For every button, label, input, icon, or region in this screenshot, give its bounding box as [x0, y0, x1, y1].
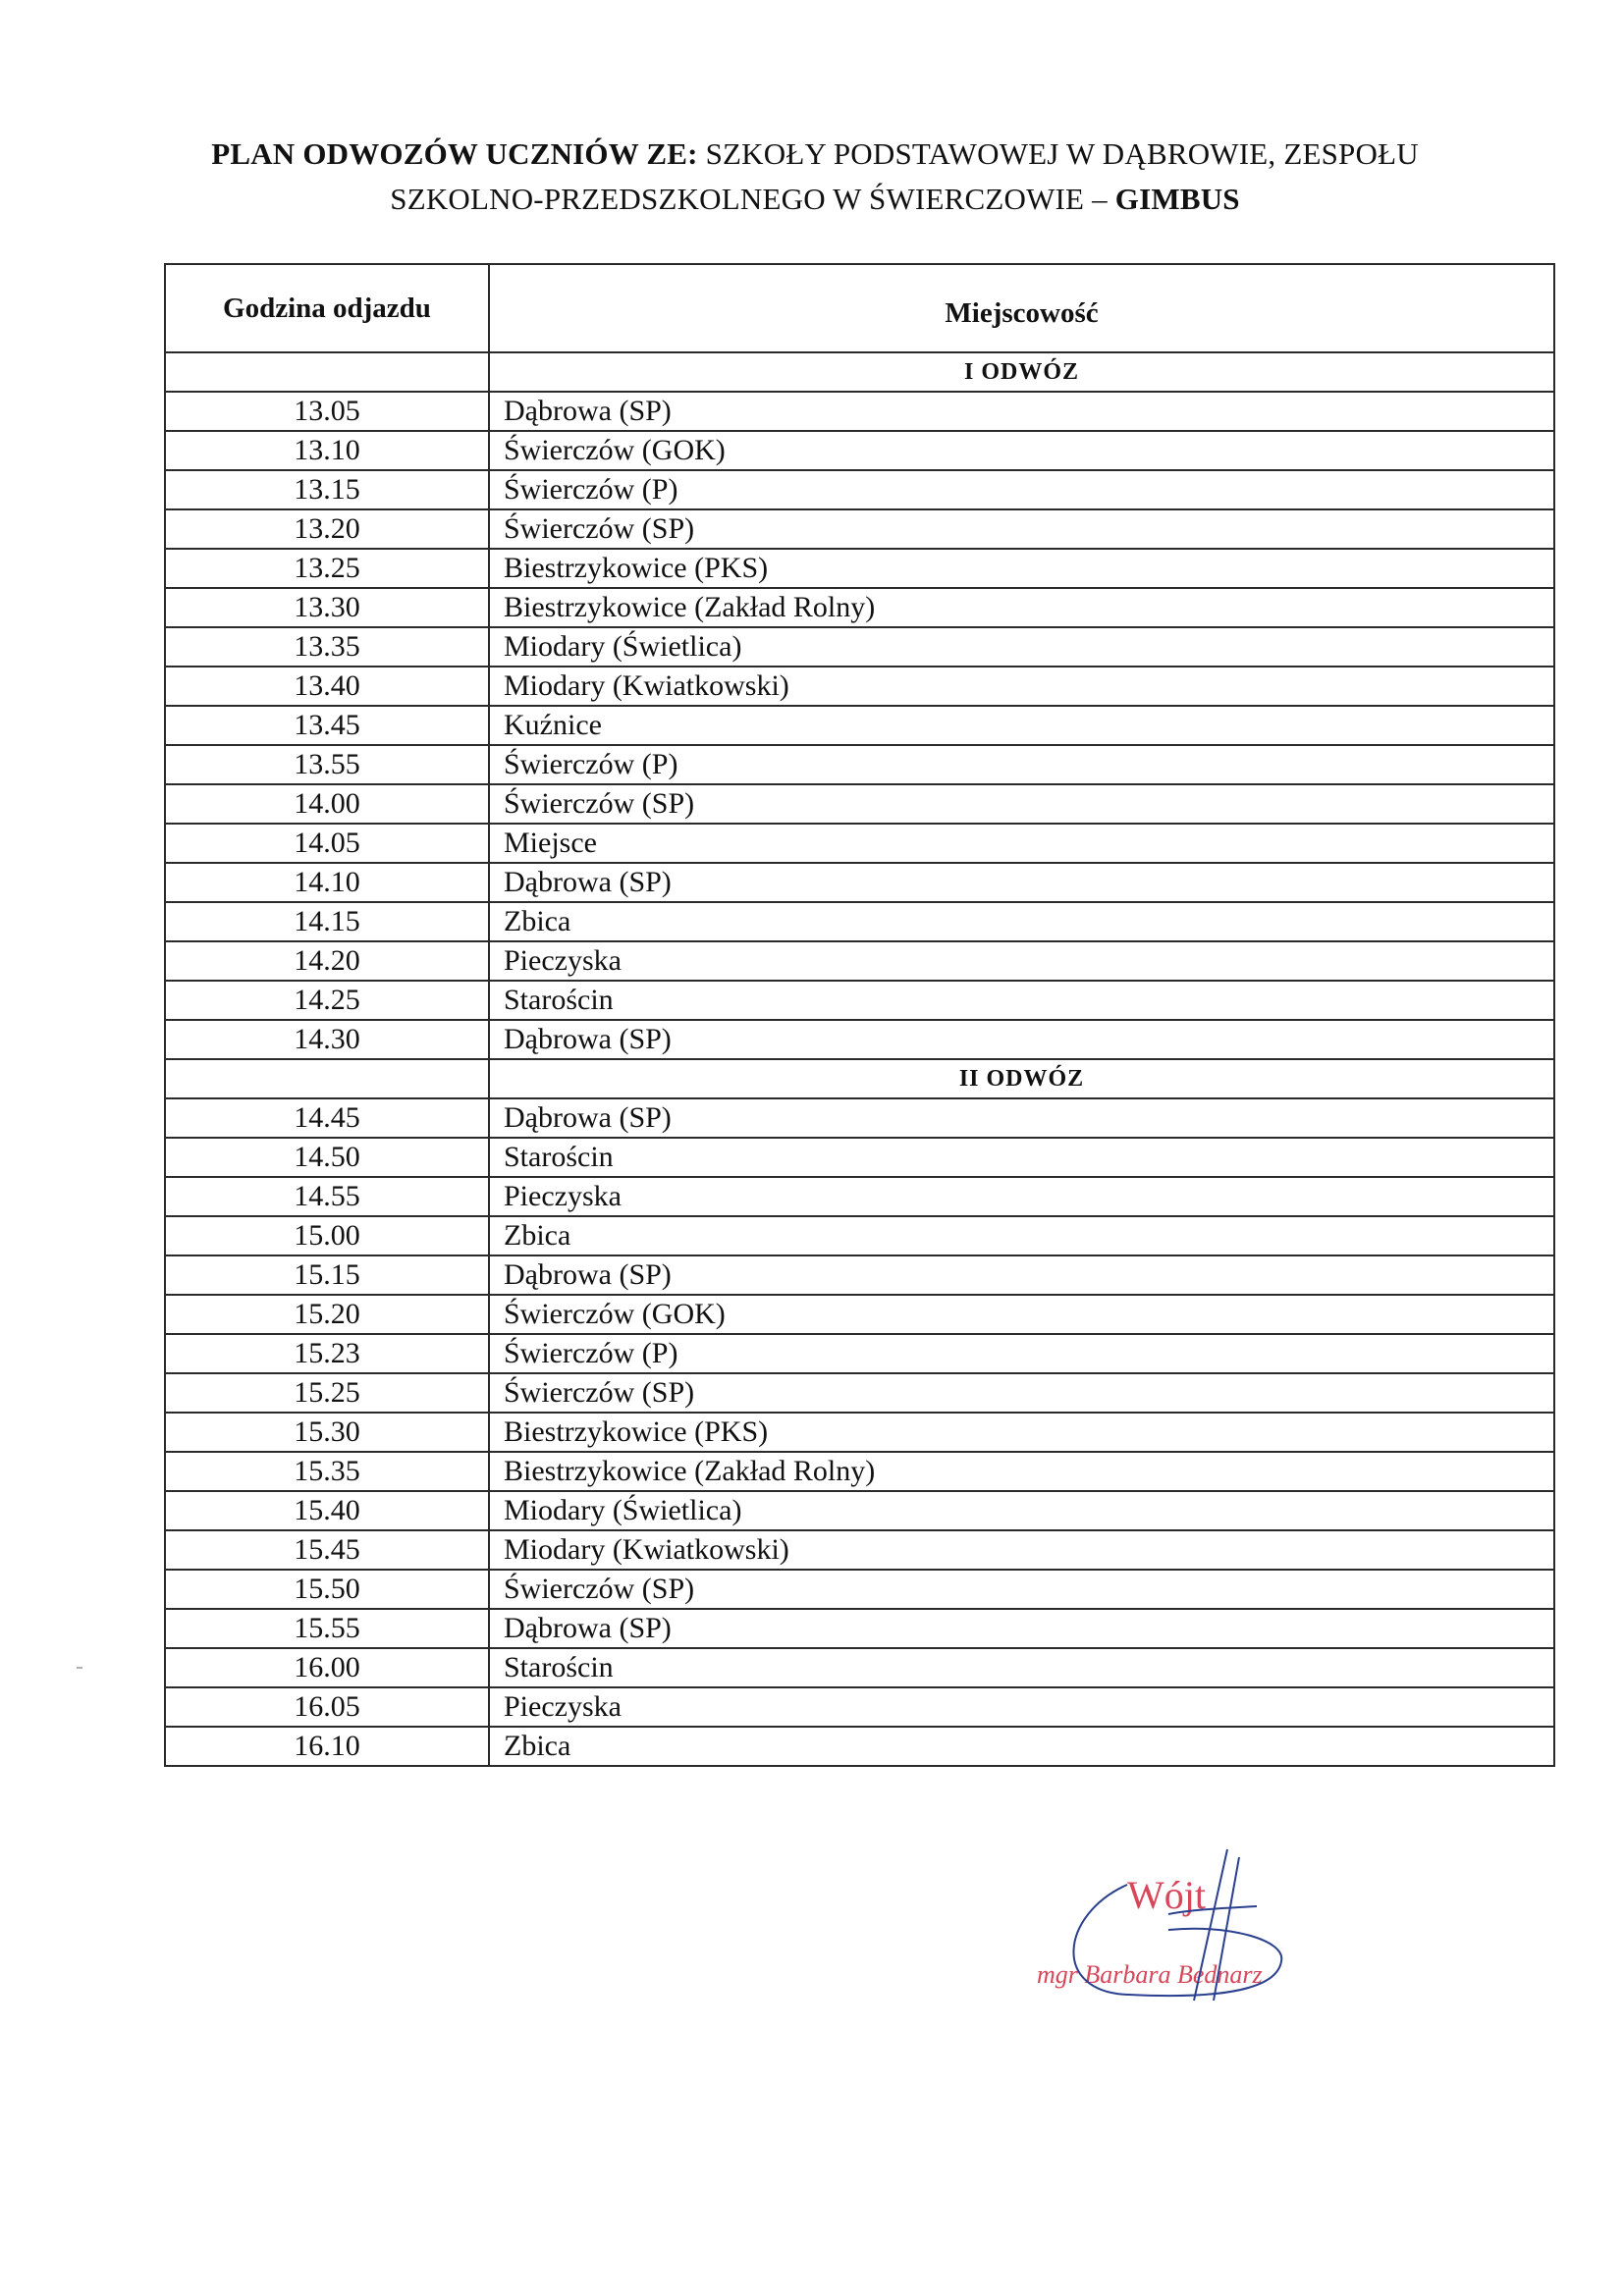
departure-time: 15.20	[165, 1295, 489, 1334]
place-name: Dąbrowa (SP)	[489, 1609, 1554, 1648]
table-row	[165, 1413, 1554, 1452]
title-line2-regular: SZKOLNO-PRZEDSZKOLNEGO W ŚWIERCZOWIE –	[390, 182, 1108, 216]
place-name: Dąbrowa (SP)	[489, 1255, 1554, 1295]
departure-time: 14.10	[165, 863, 489, 902]
departure-time: 13.35	[165, 627, 489, 667]
departure-time: 16.05	[165, 1687, 489, 1727]
place-name: Świerczów (SP)	[489, 1570, 1554, 1609]
departure-time: 14.05	[165, 824, 489, 863]
departure-time: 13.25	[165, 549, 489, 588]
table-row	[165, 1177, 1554, 1216]
departure-time: 13.55	[165, 745, 489, 784]
section-label: II ODWÓZ	[489, 1059, 1554, 1098]
stamp-name-text: mgr Barbara Bednarz	[1037, 1960, 1263, 1989]
table-row	[165, 1609, 1554, 1648]
departure-time: 14.25	[165, 981, 489, 1020]
place-name: Świerczów (SP)	[489, 784, 1554, 824]
place-name: Starościn	[489, 981, 1554, 1020]
place-name: Starościn	[489, 1648, 1554, 1687]
place-name: Kuźnice	[489, 706, 1554, 745]
table-row	[165, 392, 1554, 431]
departure-time: 15.00	[165, 1216, 489, 1255]
table-row	[165, 1020, 1554, 1059]
table-row	[165, 627, 1554, 667]
title-line1-rest: SZKOŁY PODSTAWOWEJ W DĄBROWIE, ZESPOŁU	[705, 136, 1419, 171]
departure-time: 15.23	[165, 1334, 489, 1373]
header-place: Miejscowość	[489, 264, 1554, 352]
place-name: Pieczyska	[489, 1687, 1554, 1727]
place-name: Świerczów (GOK)	[489, 431, 1554, 470]
departure-time: 15.35	[165, 1452, 489, 1491]
signature-stamp	[1021, 1845, 1335, 2012]
table-row	[165, 1334, 1554, 1373]
table-row	[165, 1098, 1554, 1138]
place-name: Świerczów (P)	[489, 470, 1554, 509]
departure-time: 15.55	[165, 1609, 489, 1648]
table-row	[165, 588, 1554, 627]
table-row	[165, 509, 1554, 549]
title-bold-part: PLAN ODWOZÓW UCZNIÓW ZE:	[211, 136, 698, 171]
departure-time: 14.00	[165, 784, 489, 824]
place-name: Biestrzykowice (PKS)	[489, 1413, 1554, 1452]
place-name: Świerczów (P)	[489, 1334, 1554, 1373]
departure-time: 14.20	[165, 941, 489, 981]
table-row	[165, 981, 1554, 1020]
place-name: Pieczyska	[489, 941, 1554, 981]
table-row	[165, 1216, 1554, 1255]
departure-time: 13.15	[165, 470, 489, 509]
table-row	[165, 745, 1554, 784]
place-name: Pieczyska	[489, 1177, 1554, 1216]
place-name: Miodary (Świetlica)	[489, 1491, 1554, 1530]
place-name: Biestrzykowice (Zakład Rolny)	[489, 588, 1554, 627]
table-row	[165, 549, 1554, 588]
place-name: Świerczów (SP)	[489, 509, 1554, 549]
departure-time: 15.40	[165, 1491, 489, 1530]
departure-time: 13.05	[165, 392, 489, 431]
section-row-blank-cell	[165, 1059, 489, 1098]
place-name: Dąbrowa (SP)	[489, 1020, 1554, 1059]
table-row	[165, 1138, 1554, 1177]
schedule-body	[165, 352, 1554, 1766]
title-line-2	[137, 177, 1492, 222]
departure-time: 15.45	[165, 1530, 489, 1570]
place-name: Świerczów (P)	[489, 745, 1554, 784]
table-row	[165, 1727, 1554, 1766]
section-row	[165, 352, 1554, 392]
place-name: Biestrzykowice (Zakład Rolny)	[489, 1452, 1554, 1491]
table-header-row	[165, 264, 1554, 352]
departure-time: 13.45	[165, 706, 489, 745]
departure-time: 14.55	[165, 1177, 489, 1216]
table-row	[165, 1530, 1554, 1570]
place-name: Zbica	[489, 1216, 1554, 1255]
place-name: Dąbrowa (SP)	[489, 863, 1554, 902]
place-name: Miejsce	[489, 824, 1554, 863]
departure-time: 14.15	[165, 902, 489, 941]
table-row	[165, 1491, 1554, 1530]
table-row	[165, 902, 1554, 941]
departure-time: 16.00	[165, 1648, 489, 1687]
table-row	[165, 667, 1554, 706]
departure-time: 14.50	[165, 1138, 489, 1177]
departure-time: 15.15	[165, 1255, 489, 1295]
document-title	[137, 132, 1492, 222]
table-row	[165, 824, 1554, 863]
table-row	[165, 1452, 1554, 1491]
table-row	[165, 1570, 1554, 1609]
departure-time: 15.50	[165, 1570, 489, 1609]
table-row	[165, 431, 1554, 470]
departure-time: 13.20	[165, 509, 489, 549]
table-row	[165, 1687, 1554, 1727]
departure-time: 13.30	[165, 588, 489, 627]
place-name: Biestrzykowice (PKS)	[489, 549, 1554, 588]
table-row	[165, 1373, 1554, 1413]
table-row	[165, 784, 1554, 824]
departure-time: 13.10	[165, 431, 489, 470]
title-line2-bold: GIMBUS	[1114, 182, 1240, 216]
table-row	[165, 1648, 1554, 1687]
table-row	[165, 941, 1554, 981]
place-name: Dąbrowa (SP)	[489, 392, 1554, 431]
section-label: I ODWÓZ	[489, 352, 1554, 392]
place-name: Świerczów (SP)	[489, 1373, 1554, 1413]
title-line-1	[137, 132, 1492, 177]
departure-time: 16.10	[165, 1727, 489, 1766]
scan-margin-mark	[77, 1667, 82, 1669]
header-time: Godzina odjazdu	[165, 264, 489, 352]
stamp-title-text: Wójt	[1127, 1873, 1206, 1917]
departure-time: 14.45	[165, 1098, 489, 1138]
table-row	[165, 706, 1554, 745]
place-name: Starościn	[489, 1138, 1554, 1177]
table-row	[165, 1295, 1554, 1334]
departure-time: 14.30	[165, 1020, 489, 1059]
departure-time: 13.40	[165, 667, 489, 706]
schedule-table	[164, 263, 1555, 1767]
section-row-blank-cell	[165, 352, 489, 392]
place-name: Miodary (Świetlica)	[489, 627, 1554, 667]
place-name: Dąbrowa (SP)	[489, 1098, 1554, 1138]
table-row	[165, 1255, 1554, 1295]
table-row	[165, 470, 1554, 509]
place-name: Zbica	[489, 902, 1554, 941]
place-name: Miodary (Kwiatkowski)	[489, 1530, 1554, 1570]
place-name: Świerczów (GOK)	[489, 1295, 1554, 1334]
departure-time: 15.25	[165, 1373, 489, 1413]
table-row	[165, 863, 1554, 902]
section-row	[165, 1059, 1554, 1098]
departure-time: 15.30	[165, 1413, 489, 1452]
place-name: Miodary (Kwiatkowski)	[489, 667, 1554, 706]
place-name: Zbica	[489, 1727, 1554, 1766]
